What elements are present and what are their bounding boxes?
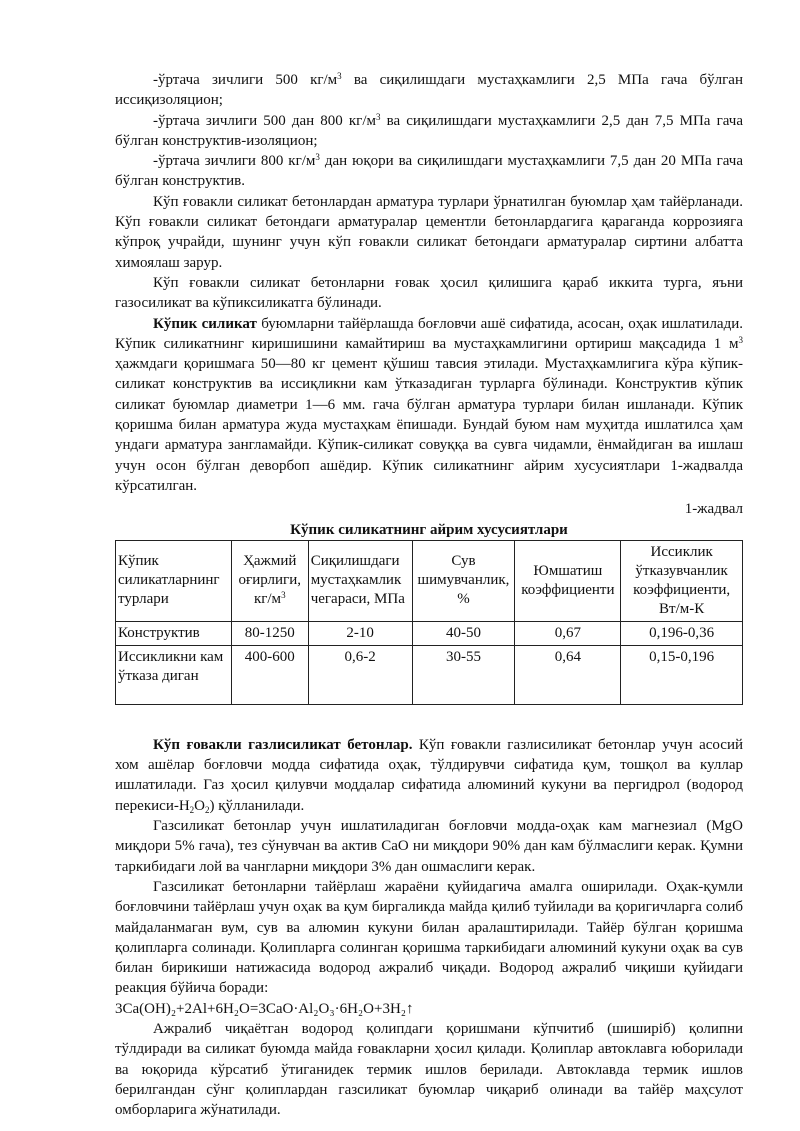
gas-silicate-paragraph: Кўп ғовакли газлисиликат бетонлар. Кўп ғовакли газлисиликат бетонлар учун асосий хом ашёлар боғловчи модда сифатида оҳак, тўлдирувчи сифатида қум, тошқол ва куллар ишлатилади. Газ ҳосил қилувчи моддалар сифатида алюминий кукуни ва пергидрол (водород перекиси-$H_2O_2$) қўлланилади.: [115, 736, 743, 815]
table-cell: 0,64: [515, 645, 621, 704]
table-cell: 0,6-2: [308, 645, 412, 704]
table-header-row: [116, 540, 743, 621]
table-cell: 0,67: [515, 621, 621, 645]
types-paragraph: Кўп ғовакли силикат бетонларни ғовак ҳосил қилишига қараб иккита турга, яъни газосиликат ва кўпиксиликатга бўлинади.: [115, 274, 743, 312]
density-item-3: -ўртача зичлиги 800 $кг/м^3$ дан юқори ва сиқилишдаги мустаҳкамлиги 7,5 дан 20 МПа гача бўлган конструктив.: [115, 152, 743, 190]
table-cell: 30-55: [412, 645, 515, 704]
foam-silicate-paragraph: Кўпик силикат буюмларни тайёрлашда боғловчи ашё сифатида, асосан, оҳак ишлатилади. Кўпик силикатнинг киришишини камайтириш ва мустаҳкамлигини ортириш мақсадида 1 $м^3$ ҳажмдаги қоришмага 50—80 кг цемент қўшиш тавсия этилади. Мустаҳкамлигига кўра кўпик-силикат конструктив ва иссиқликни кам ўтказадиган турларга бўлинади. Конструктив кўпик силикат буюмлар диаметри 1—6 мм. гача бўлган арматура турлари билан ишланади. Кўпик қоришма билан арматура жуда мустаҳкам ёпишади. Бундай буюм нам муҳитда ишлатилса ҳам ундаги арматура зангламайди. Кўпик-силикат совуққа ва сувга чидамли, ёнмайдиган ва ишлаш учун осон бўлган деворбоп ашёдир. Кўпик силикатнинг айрим хусусиятлари 1-жадвалда кўрсатилган.: [115, 315, 743, 494]
reaction-formula: 3Ca(OH)₂+2Al+6H₂O=3CaO·Al₂O₃·6H₂O+3H₂↑: [115, 1000, 414, 1017]
table-row: [116, 621, 743, 645]
table-row: [116, 645, 743, 704]
table-cell: Иссикликни кам ўтказа диган: [116, 645, 232, 704]
header-water-absorption: Сув шимувчанлик, %: [412, 540, 515, 621]
table-cell: 400-600: [231, 645, 308, 704]
density-item-1: -ўртача зичлиги 500 $кг/м^3$ ва сиқилишдаги мустаҳкамлиги 2,5 МПа гача бўлган иссиқизоляцион;: [115, 71, 743, 109]
header-conductivity: Иссиклик ўтказувчанлик коэффициенти, Вт/м-К: [621, 540, 743, 621]
header-strength: Сиқилишдаги мустаҳкамлик чегараси, МПа: [308, 540, 412, 621]
properties-table: [115, 540, 743, 705]
binder-paragraph: Газсиликат бетонлар учун ишлатиладиган боғловчи модда-оҳак кам магнезиал (MgO миқдори 5% гача), тез сўнувчан ва актив CaO ни миқдори 90% дан кам бўлмаслиги керак. Қумни таркибидаги лой ва чангларни миқдори 3% дан ошмаслиги керак.: [115, 818, 743, 875]
table-cell: 80-1250: [231, 621, 308, 645]
header-volume-weight: Ҳажмий оғирлиги, $кг/м^3$: [231, 540, 308, 621]
table-cell: 2-10: [308, 621, 412, 645]
reinforcement-paragraph: Кўп ғовакли силикат бетонлардан арматура турлари ўрнатилган буюмлар ҳам тайёрланади. Кўп ғовакли силикат бетондаги арматуралар цементли бетонлардагига қараганда коррозияга кўпроқ учрайди, шунинг учун кўп ғовакли силикат бетондаги арматуралар сиртини албатта химоялаш зарур.: [115, 193, 743, 271]
density-item-2: -ўртача зичлиги 500 дан 800 $кг/м^3$ ва сиқилишдаги мустаҳкамлиги 2,5 дан 7,5 МПа гача бўлган конструктив-изоляцион;: [115, 111, 743, 149]
table-cell: Конструктив: [116, 621, 232, 645]
table-cell: 0,196-0,36: [621, 621, 743, 645]
table-number: 1-жадвал: [684, 501, 743, 518]
header-softening: Юмшатиш коэффициенти: [515, 540, 621, 621]
autoclave-paragraph: Ажралиб чиқаётган водород қолипдаги қоришмани кўпчитиб (шиширіб) қолипни тўлдиради ва силикат буюмда майда ғовакларни ҳосил қилади. Қолиплар автоклавга юборилади ва юқорида кўрсатиб ўтиганидек термик ишлов берилади. Автоклавда термик ишлов берилгандан сўнг қолиплардан газсиликат буюмлар чиқариб олинади ва тайёр маҳсулот омборларига жўнатилади.: [115, 1020, 743, 1119]
document-page: [115, 70, 743, 1120]
table-cell: 40-50: [412, 621, 515, 645]
spacer: [115, 705, 743, 735]
process-paragraph: Газсиликат бетонларни тайёрлаш жараёни қуйидагича амалга оширилади. Оҳак-қумли боғловчини тайёрлаш учун оҳак ва қум биргаликда майда қилиб туйилади ва қоригичларга солиб майдаланмаган вум, сув ва алюмин кукуни билан аралаштирилади. Тайёр бўлган қоришма қолипларга солинади. Қолипларга солинган қоришма таркибидаги алюминий кукуни оҳак ва сув билан бирикиши натижасида водород ажралиб чиқади. Водород ажралиб чиқиши қуйидаги реакция бўйича боради:: [115, 878, 743, 997]
table-title: Кўпик силикатнинг айрим хусусиятлари: [290, 521, 568, 538]
table-cell: 0,15-0,196: [621, 645, 743, 704]
header-types: Кўпик силикатларнинг турлари: [116, 540, 232, 621]
